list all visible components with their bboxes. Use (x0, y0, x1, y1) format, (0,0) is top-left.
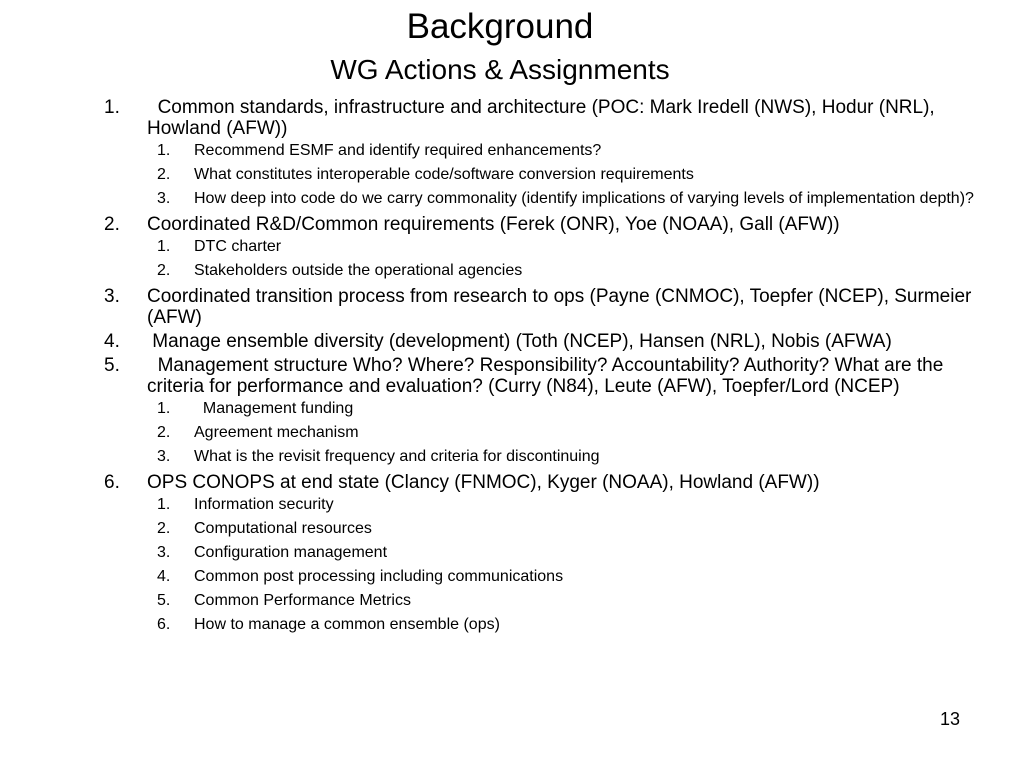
sub-item-number: 4. (157, 568, 171, 585)
slide-content (104, 97, 984, 640)
sub-list-item (157, 592, 984, 610)
sub-list-item (157, 166, 984, 184)
list-item (104, 331, 984, 352)
sub-item-text: How to manage a common ensemble (ops) (194, 616, 500, 633)
item-text: Coordinated transition process from research to ops (Payne (CNMOC), Toepfer (NCEP), Surmeier (AFW) (147, 286, 972, 328)
sub-list-item (157, 520, 984, 538)
sub-item-text: What is the revisit frequency and criteria for discontinuing (194, 448, 600, 465)
list-item (104, 472, 984, 493)
sub-item-text: Agreement mechanism (194, 424, 359, 441)
item-number: 5. (104, 355, 120, 376)
sub-item-text: Configuration management (194, 544, 388, 561)
sub-item-number: 3. (157, 544, 171, 561)
sub-item-number: 1. (157, 400, 171, 417)
sub-list (104, 238, 984, 280)
item-text: OPS CONOPS at end state (Clancy (FNMOC), Kyger (NOAA), Howland (AFW)) (147, 472, 820, 493)
list-item (104, 214, 984, 235)
sub-item-text: How deep into code do we carry commonality (identify implications of varying levels of implementation depth)? (194, 190, 974, 207)
item-text: Management structure Who? Where? Responsibility? Accountability? Authority? What are the criteria for performance and evaluation? (Curry (N84), Leute (AFW), Toepfer/Lord (NCEP) (147, 355, 949, 397)
sub-list (104, 496, 984, 634)
list-item (104, 286, 984, 328)
sub-item-number: 1. (157, 496, 171, 513)
sub-item-text: Information security (194, 496, 334, 513)
sub-item-text: Management funding (194, 400, 354, 417)
sub-item-number: 2. (157, 520, 171, 537)
sub-list-item (157, 142, 984, 160)
sub-list (104, 142, 984, 208)
item-number: 1. (104, 97, 120, 118)
sub-item-number: 1. (157, 142, 171, 159)
sub-list-item (157, 544, 984, 562)
sub-item-text: Common Performance Metrics (194, 592, 411, 609)
sub-list-item (157, 496, 984, 514)
page-number: 13 (940, 709, 961, 729)
sub-list-item (157, 262, 984, 280)
sub-item-number: 3. (157, 448, 171, 465)
sub-item-number: 3. (157, 190, 171, 207)
item-number: 6. (104, 472, 120, 493)
sub-list (104, 400, 984, 466)
sub-list-item (157, 616, 984, 634)
item-number: 2. (104, 214, 120, 235)
sub-list-item (157, 190, 984, 208)
sub-list-item (157, 424, 984, 442)
sub-item-number: 5. (157, 592, 171, 609)
sub-item-number: 1. (157, 238, 171, 255)
sub-item-text: Recommend ESMF and identify required enhancements? (194, 142, 602, 159)
sub-item-number: 6. (157, 616, 171, 633)
list-item (104, 355, 984, 397)
list-item (104, 97, 984, 139)
item-text: Coordinated R&D/Common requirements (Ferek (ONR), Yoe (NOAA), Gall (AFW)) (147, 214, 840, 235)
sub-item-text: Stakeholders outside the operational agencies (194, 262, 523, 279)
sub-list-item (157, 568, 984, 586)
slide-subtitle: WG Actions & Assignments (330, 54, 670, 85)
sub-item-number: 2. (157, 262, 171, 279)
sub-item-text: Computational resources (194, 520, 372, 537)
sub-item-text: What constitutes interoperable code/software conversion requirements (194, 166, 694, 183)
sub-item-text: DTC charter (194, 238, 282, 255)
item-text: Manage ensemble diversity (development) (Toth (NCEP), Hansen (NRL), Nobis (AFWA) (147, 331, 892, 352)
item-number: 4. (104, 331, 120, 352)
item-number: 3. (104, 286, 120, 307)
sub-list-item (157, 238, 984, 256)
sub-item-number: 2. (157, 424, 171, 441)
sub-item-text: Common post processing including communications (194, 568, 564, 585)
item-text: Common standards, infrastructure and architecture (POC: Mark Iredell (NWS), Hodur (NRL), Howland (AFW)) (147, 97, 940, 139)
slide-title: Background (406, 7, 594, 46)
sub-item-number: 2. (157, 166, 171, 183)
sub-list-item (157, 400, 984, 418)
sub-list-item (157, 448, 984, 466)
